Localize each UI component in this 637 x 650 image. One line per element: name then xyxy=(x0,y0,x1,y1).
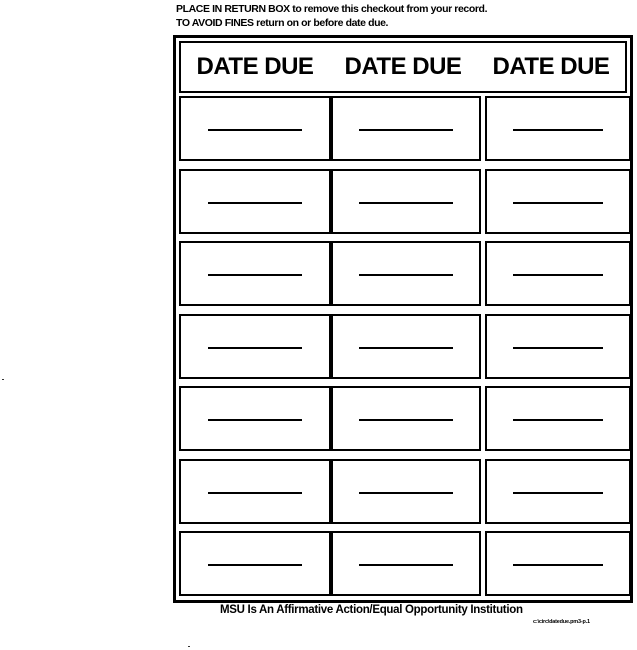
date-entry-line xyxy=(359,564,452,566)
date-due-cell xyxy=(485,169,631,234)
header-date-due-2: DATE DUE xyxy=(344,53,462,80)
date-entry-line xyxy=(513,202,604,204)
header-date-due-3: DATE DUE xyxy=(492,53,610,80)
date-due-cell xyxy=(179,169,331,234)
date-entry-line xyxy=(359,274,452,276)
date-due-cell xyxy=(179,96,331,161)
footer-statement: MSU Is An Affirmative Action/Equal Opportunity Institution xyxy=(220,604,523,616)
date-due-cell xyxy=(331,314,481,379)
date-due-cell xyxy=(331,169,481,234)
date-entry-line xyxy=(359,129,452,131)
date-entry-line xyxy=(208,347,303,349)
date-entry-line xyxy=(359,419,452,421)
date-entry-line xyxy=(513,419,604,421)
date-due-cell xyxy=(331,459,481,524)
instruction-line-2: TO AVOID FINES return on or before date due. xyxy=(176,17,389,29)
date-due-cell xyxy=(485,241,631,306)
date-due-cell xyxy=(485,531,631,596)
form-code: c:\circ\datedue.pm3-p.1 xyxy=(533,619,590,625)
date-due-cell xyxy=(179,386,331,451)
scan-speck xyxy=(2,379,4,380)
date-due-cell xyxy=(331,241,481,306)
date-due-cell xyxy=(485,459,631,524)
date-entry-line xyxy=(359,202,452,204)
date-due-cell xyxy=(179,241,331,306)
date-entry-line xyxy=(513,564,604,566)
date-due-cell xyxy=(179,459,331,524)
date-entry-line xyxy=(359,347,452,349)
date-due-table xyxy=(173,35,633,603)
date-entry-line xyxy=(208,274,303,276)
date-due-cell xyxy=(485,314,631,379)
date-due-cell xyxy=(331,386,481,451)
date-entry-line xyxy=(208,129,303,131)
date-entry-line xyxy=(513,274,604,276)
date-entry-line xyxy=(513,129,604,131)
date-due-cell xyxy=(485,96,631,161)
date-due-cell xyxy=(179,531,331,596)
date-entry-line xyxy=(359,492,452,494)
date-entry-line xyxy=(513,347,604,349)
date-entry-line xyxy=(208,202,303,204)
date-entry-line xyxy=(208,419,303,421)
date-due-cell xyxy=(331,531,481,596)
date-due-cell xyxy=(485,386,631,451)
table-header xyxy=(179,41,627,93)
date-entry-line xyxy=(208,492,303,494)
date-entry-line xyxy=(513,492,604,494)
instructions xyxy=(176,2,636,30)
instruction-line-1: PLACE IN RETURN BOX to remove this checkout from your record. xyxy=(176,3,488,15)
date-entry-line xyxy=(208,564,303,566)
date-due-cell xyxy=(331,96,481,161)
header-date-due-1: DATE DUE xyxy=(196,53,314,80)
date-due-cell xyxy=(179,314,331,379)
scan-speck xyxy=(188,646,190,647)
